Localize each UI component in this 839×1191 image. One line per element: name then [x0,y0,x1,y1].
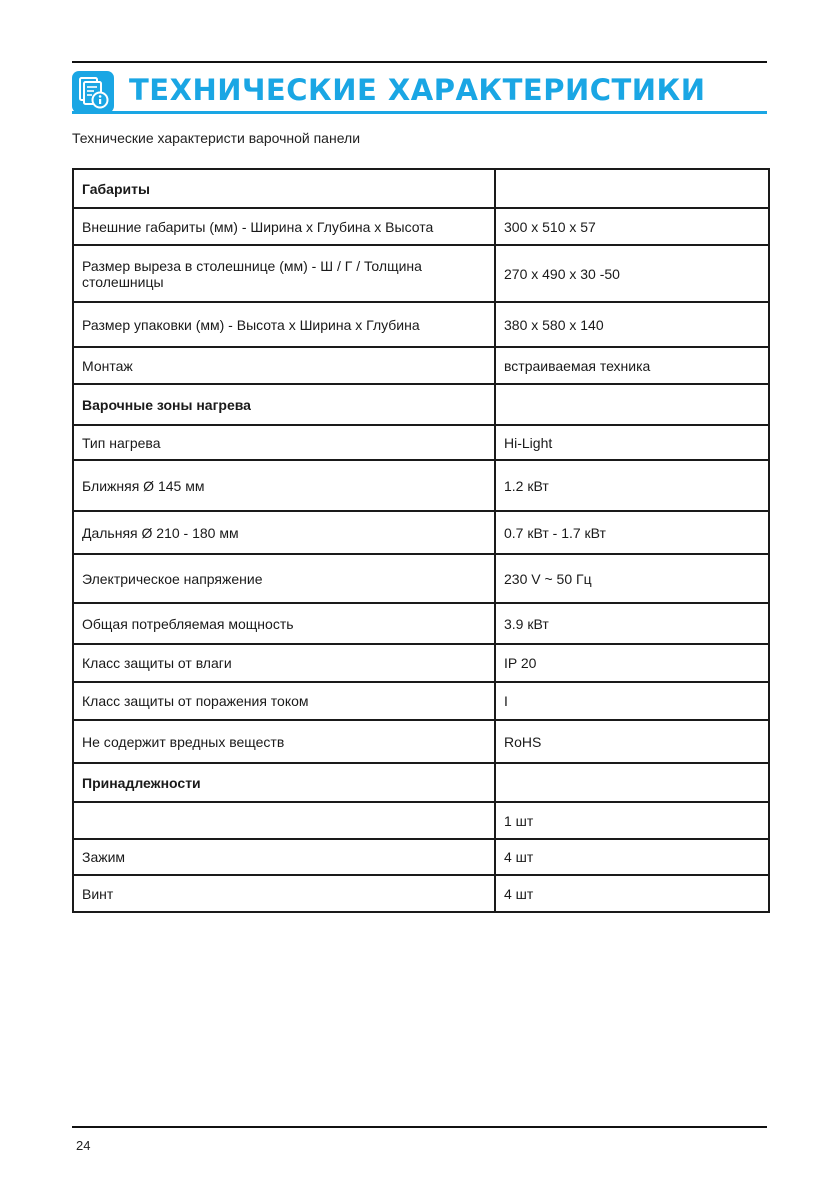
spec-value: 3.9 кВт [495,603,769,644]
spec-label: Монтаж [73,347,495,384]
page-number: 24 [76,1138,91,1153]
spec-value: 300 х 510 х 57 [495,208,769,245]
spec-label: Зажим [73,839,495,875]
table-row-section [73,169,769,208]
table-row [73,802,769,839]
table-row [73,208,769,245]
table-row [73,839,769,875]
table-row-section [73,384,769,425]
spec-value: 380 х 580 х 140 [495,302,769,347]
spec-value: 230 V ~ 50 Гц [495,554,769,603]
footer-rule [72,1126,767,1128]
table-row [73,720,769,763]
table-row [73,245,769,302]
spec-value [495,384,769,425]
specs-table [72,168,770,913]
table-row [73,460,769,511]
spec-label: Дальняя Ø 210 - 180 мм [73,511,495,554]
table-row [73,682,769,720]
spec-label: Класс защиты от влаги [73,644,495,682]
spec-label: Не содержит вредных веществ [73,720,495,763]
table-caption: Технические характеристи варочной панели [72,130,361,146]
spec-label: Габариты [73,169,495,208]
spec-value [495,169,769,208]
spec-value [495,763,769,802]
spec-label: Тип нагрева [73,425,495,460]
spec-label: Класс защиты от поражения током [73,682,495,720]
spec-value: IP 20 [495,644,769,682]
spec-label: Внешние габариты (мм) - Ширина х Глубина х Высота [73,208,495,245]
spec-value: I [495,682,769,720]
table-row [73,603,769,644]
spec-value: 1 шт [495,802,769,839]
spec-value: 4 шт [495,839,769,875]
spec-label: Винт [73,875,495,912]
spec-value: 4 шт [495,875,769,912]
table-row [73,644,769,682]
title-underline [72,111,767,114]
table-row-section [73,763,769,802]
spec-value: встраиваемая техника [495,347,769,384]
spec-label: Электрическое напряжение [73,554,495,603]
section-header [72,68,767,112]
table-row [73,425,769,460]
spec-label: Варочные зоны нагрева [73,384,495,425]
spec-value: 270 х 490 х 30 -50 [495,245,769,302]
table-row [73,302,769,347]
spec-value: 1.2 кВт [495,460,769,511]
document-info-icon [72,71,114,113]
spec-label: Размер выреза в столешнице (мм) - Ш / Г / Толщина столешницы [73,245,495,302]
table-row [73,875,769,912]
spec-label: Принадлежности [73,763,495,802]
spec-label: Общая потребляемая мощность [73,603,495,644]
spec-value: Hi-Light [495,425,769,460]
top-rule [72,61,767,63]
spec-value: 0.7 кВт - 1.7 кВт [495,511,769,554]
table-row [73,554,769,603]
spec-label: Размер упаковки (мм) - Высота х Ширина х Глубина [73,302,495,347]
table-row [73,511,769,554]
table-row [73,347,769,384]
spec-value: RoHS [495,720,769,763]
spec-label: Ближняя Ø 145 мм [73,460,495,511]
spec-label [73,802,495,839]
page-title: ТЕХНИЧЕСКИЕ ХАРАКТЕРИСТИКИ [129,73,706,107]
